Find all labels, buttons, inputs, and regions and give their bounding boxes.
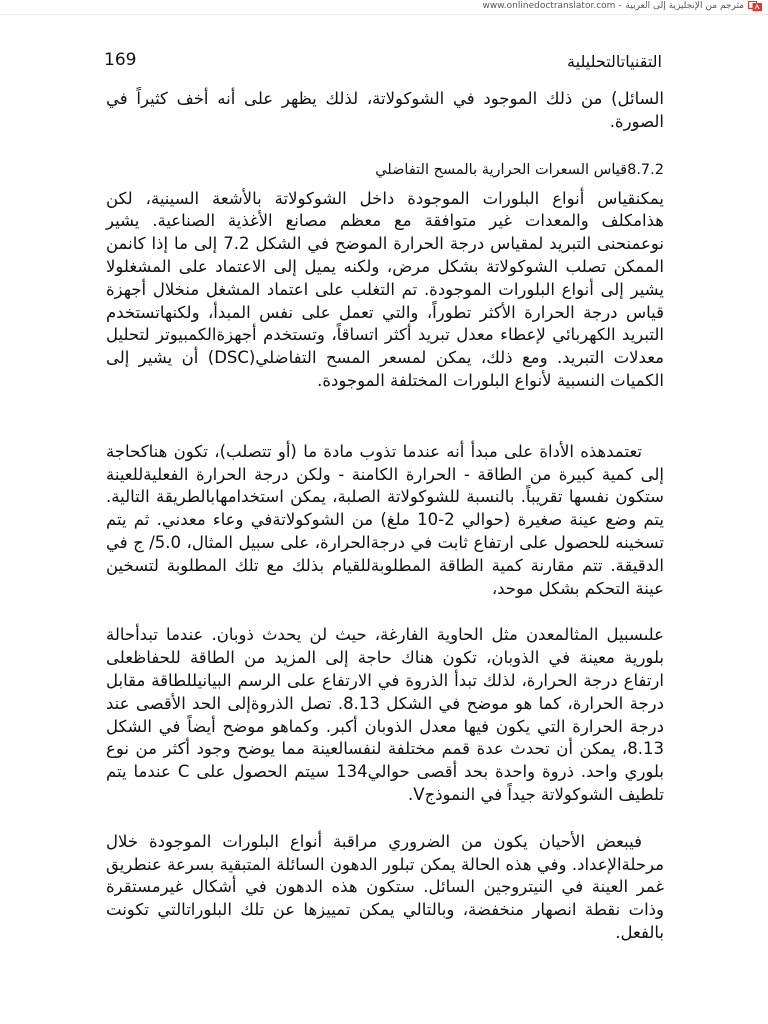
watermark-url[interactable]: www.onlinedoctranslator.com - [482, 1, 622, 11]
paragraph-dsc-principle: تعتمدهذه الأداة على مبدأ أنه عندما تذوب مادة ما (أو تتصلب)، تكون هناكحاجة إلى كمية كبيرة من الطاقة - الحرارة الكامنة - ولكن درجة الحرارة الفعليةللعينة ستكون نفسها تقريباً. بالنسبة للشوكولاتة الصلبة، يمكن استخدامهابالطريقة التالية. يتم وضع عينة صغيرة (حوالي 2-10 ملغ) من الشوكولاتةفي وعاء معدني. ثم يتم تسخينه للحصول على ارتفاع ثابت في درجةالحرارة، على سبيل المثال، 5.0/ ج في الدقيقة. تتم مقارنة كمية الطاقة المطلوبةللقيام بذلك مع تلك المطلوبة لتسخين عينة التحكم بشكل موحد، [106, 441, 665, 598]
translator-logo-icon [748, 1, 762, 11]
watermark-label[interactable]: مترجم من الإنجليزية إلى العربية [625, 1, 744, 11]
paragraph-dsc-intro: يمكنقياس أنواع البلورات الموجودة داخل الشوكولاتة بالأشعة السينية، لكن هذامكلف والمعدات غير متوافقة مع معظم مصانع الأغذية الصناعية. يشير نوعمنحنى التبريد لمقياس درجة الحرارة الموضح في الشكل 7.2 إلى ما إذا كانمن الممكن تصلب الشوكولاتة بشكل مرض، ولكنه يميل إلى الاعتماد على المشغلولا يشير إلى أنواع البلورات الموجودة. تم التغلب على اعتماد المشغل منخلال أجهزة قياس درجة الحرارة الأكثر تطوراً، والتي تعمل على نفس المبدأ، ولكنهاتستخدم التبريد الكهربائي لإعطاء معدل تبريد أكثر اتساقاً، وتستخدم أجهزةالكمبيوتر لتحليل معدلات التبريد. ومع ذلك، يمكن لمسعر المسح التفاضلي(DSC) أن يشير إلى الكميات النسبية لأنواع البلورات المختلفة الموجودة. [106, 188, 664, 390]
paragraph-melting-peaks: علىسبيل المثالمعدن مثل الحاوية الفارغة، حيث لن يحدث ذوبان. عندما تبدأحالة بلورية معينة في الذوبان، تكون هناك حاجة إلى المزيد من الطاقة للحفاظعلى ارتفاع درجة الحرارة، لذلك تبدأ الذروة في الارتفاع على الرسم البيانيللطاقة مقابل درجة الحرارة، كما هو موضح في الشكل 8.13. تصل الذروةإلى الحد الأقصى عند درجة الحرارة التي يكون فيها معدل الذوبان أكبر. وكماهو موضح أيضاً في الشكل 8.13، يمكن أن تحدث عدة قمم مختلفة لنفسالعينة مما يوضح وجود أكثر من نوع بلوري واحد. ذروة واحدة بحد أقصى حوالي134 سيتم الحصول على C عندما يتم تلطيف الشوكولاتة جيداً في النموذجV. [106, 625, 665, 804]
running-title: التقنياتالتحليلية [567, 52, 662, 71]
translator-watermark[interactable] [483, 1, 762, 11]
section-heading: 8.7.2قياس السعرات الحرارية بالمسح التفاضلي [375, 161, 664, 178]
page-body [106, 88, 664, 945]
paragraph-continuation: السائل) من ذلك الموجود في الشوكولاتة، لذلك يظهر على أنه أخف كثيراً في الصورة. [106, 89, 664, 131]
paragraph-liquid-nitrogen: فيبعض الأحيان يكون من الضروري مراقبة أنواع البلورات الموجودة خلال مرحلةالإعداد. وفي هذه الحالة يمكن تبلور الدهون السائلة المتبقية بسرعة عنطريق غمر العينة في النيتروجين السائل. ستكون هذه الدهون في أشكال غيرمستقرة وذات نقطة انصهار منخفضة، وبالتالي يمكن تمييزها عن تلك البلوراتالتي تكونت بالفعل. [106, 831, 664, 942]
translator-banner [0, 0, 768, 15]
page-number: 169 [104, 50, 137, 70]
